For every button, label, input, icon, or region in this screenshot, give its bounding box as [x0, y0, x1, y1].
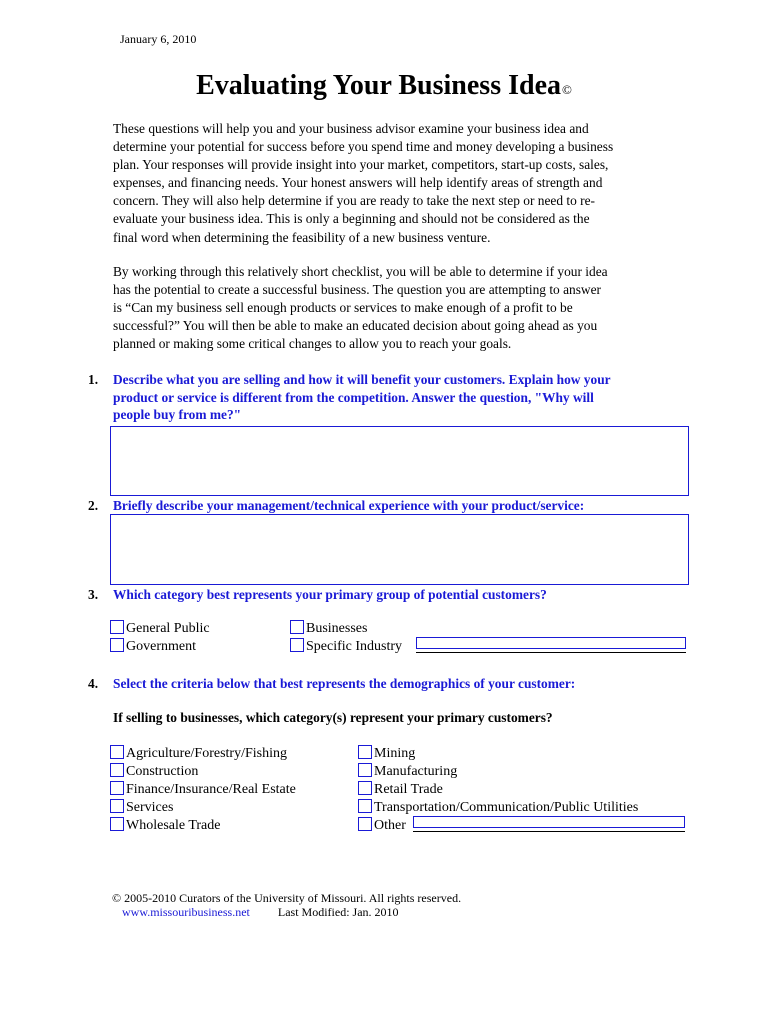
checkbox[interactable] [110, 763, 124, 777]
option-label: Finance/Insurance/Real Estate [126, 782, 296, 797]
question-line: Briefly describe your management/technical experience with your product/service: [113, 498, 585, 513]
intro-line: successful?” You will then be able to make an educated decision about going ahead as you [113, 318, 598, 334]
question-text [113, 497, 584, 515]
option-label: Agriculture/Forestry/Fishing [126, 746, 287, 761]
intro-paragraph-2 [113, 263, 693, 353]
option-label: Wholesale Trade [126, 818, 221, 833]
option-label: Services [126, 800, 174, 815]
checkbox[interactable] [358, 799, 372, 813]
last-modified: Last Modified: Jan. 2010 [277, 905, 399, 919]
intro-line: planned or making some critical changes to allow you to reach your goals. [113, 336, 512, 352]
option-label: Specific Industry [306, 639, 403, 654]
question-number: 4. [88, 676, 99, 691]
intro-line: evaluate your business idea. This is only a beginning and should not be considered as the [113, 211, 590, 227]
option-mining[interactable] [358, 745, 415, 763]
intro-line: determine your potential for success before you spend time and money developing a business [113, 139, 614, 155]
website-link[interactable]: www.missouribusiness.net [122, 905, 250, 919]
intro-line: concern. They will also help determine if you are ready to take the next step or need to re- [113, 193, 596, 209]
option-label: Retail Trade [374, 782, 443, 797]
checkbox[interactable] [110, 620, 124, 634]
question-line: Select the criteria below that best represents the demographics of your customer: [113, 676, 576, 691]
intro-line: is “Can my business sell enough products or services to make enough of a profit to be [113, 300, 573, 316]
option-other[interactable] [358, 817, 406, 835]
subquestion-text: If selling to businesses, which category(s) represent your primary customers? [113, 710, 553, 725]
question-number: 3. [88, 587, 99, 602]
option-construction[interactable] [110, 763, 198, 781]
intro-line: has the potential to create a successful business. The question you are attempting to answer [113, 282, 601, 298]
question-line: product or service is different from the competition. Answer the question, "Why will [113, 389, 594, 405]
option-label: Businesses [306, 621, 368, 636]
footer-copyright: © 2005-2010 Curators of the University of Missouri. All rights reserved. [112, 891, 462, 905]
option-services[interactable] [110, 799, 173, 817]
intro-line: plan. Your responses will provide insight into your market, competitors, start-up costs, sales, [113, 157, 609, 173]
option-agriculture[interactable] [110, 745, 287, 763]
question-text [113, 675, 575, 693]
option-businesses[interactable] [290, 620, 367, 638]
page-title [0, 70, 768, 102]
question-number: 2. [88, 498, 99, 513]
question-text [113, 586, 547, 604]
footer-line [122, 905, 399, 920]
option-retail-trade[interactable] [358, 781, 443, 799]
option-specific-industry[interactable] [290, 638, 402, 656]
checkbox[interactable] [358, 817, 372, 831]
option-label: Manufacturing [374, 764, 458, 779]
checkbox[interactable] [110, 781, 124, 795]
question-line: Which category best represents your primary group of potential customers? [113, 587, 547, 602]
option-label: Transportation/Communication/Public Utilities [374, 800, 639, 815]
specific-industry-underline [416, 652, 686, 653]
answer-2-textarea[interactable] [110, 514, 689, 585]
specific-industry-field[interactable] [416, 637, 686, 649]
intro-line: These questions will help you and your business advisor examine your business idea and [113, 121, 589, 136]
question-line: people buy from me?" [113, 407, 242, 422]
option-transportation[interactable] [358, 799, 638, 817]
checkbox[interactable] [110, 817, 124, 831]
checkbox[interactable] [110, 745, 124, 759]
checkbox[interactable] [290, 638, 304, 652]
option-label: Construction [126, 764, 199, 779]
checkbox[interactable] [358, 781, 372, 795]
option-manufacturing[interactable] [358, 763, 457, 781]
checkbox[interactable] [110, 638, 124, 652]
option-label: Other [374, 818, 406, 833]
option-finance[interactable] [110, 781, 296, 799]
question-text [113, 371, 611, 424]
intro-line: final word when determining the feasibility of a new business venture. [113, 229, 491, 245]
option-wholesale-trade[interactable] [110, 817, 220, 835]
title-text: Evaluating Your Business Idea [196, 70, 561, 101]
answer-1-textarea[interactable] [110, 426, 689, 496]
intro-line: By working through this relatively short checklist, you will be able to determine if your idea [113, 264, 608, 279]
intro-paragraph [113, 120, 693, 247]
option-label: General Public [126, 621, 210, 636]
option-label: Mining [374, 746, 416, 761]
other-field[interactable] [413, 816, 685, 828]
document-date: January 6, 2010 [120, 32, 197, 46]
option-label: Government [126, 639, 196, 654]
question-line: Describe what you are selling and how it will benefit your customers. Explain how your [113, 372, 611, 387]
checkbox[interactable] [358, 763, 372, 777]
option-government[interactable] [110, 638, 196, 656]
intro-line: expenses, and financing needs. Your honest answers will help identify areas of strength and [113, 175, 603, 191]
checkbox[interactable] [358, 745, 372, 759]
checkbox[interactable] [110, 799, 124, 813]
option-general-public[interactable] [110, 620, 210, 638]
copyright-mark: © [562, 82, 572, 97]
question-number: 1. [88, 372, 99, 387]
checkbox[interactable] [290, 620, 304, 634]
other-underline [413, 831, 685, 832]
